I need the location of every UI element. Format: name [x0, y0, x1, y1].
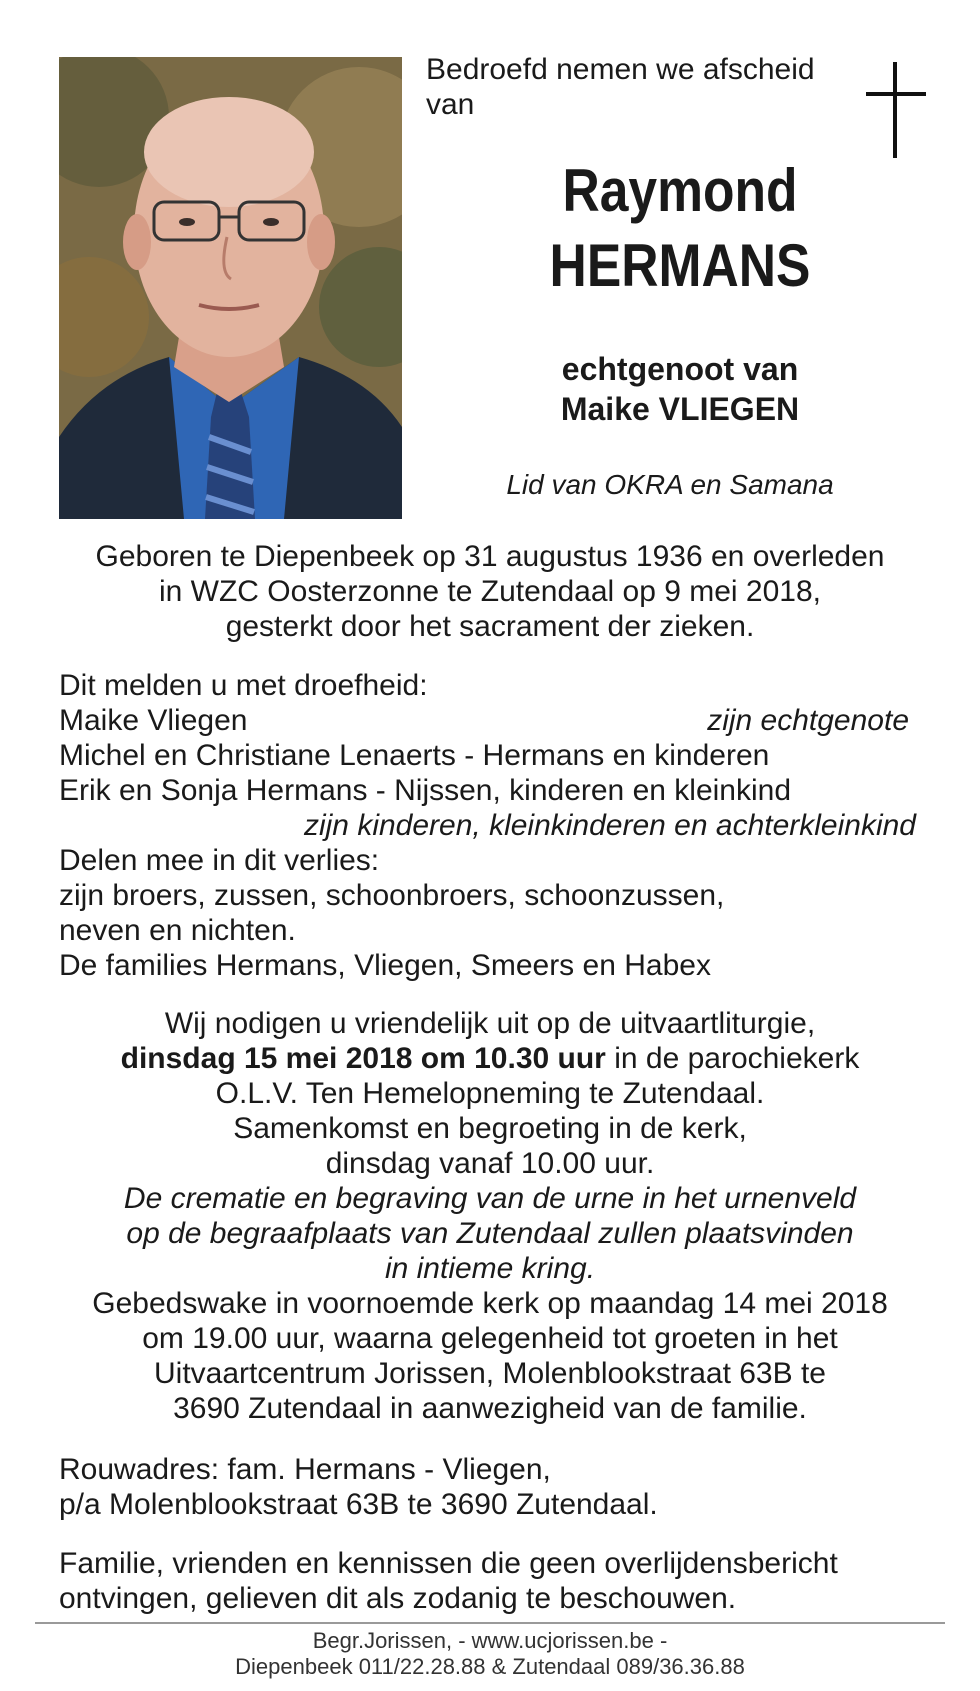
- funeral-line-4: Samenkomst en begroeting in de kerk,: [233, 1112, 747, 1145]
- footer-line-2: Diepenbeek 011/22.28.88 & Zutendaal 089/36.36.88: [235, 1654, 745, 1679]
- closing-line-1: Familie, vrienden en kennissen die geen overlijdensbericht: [59, 1547, 838, 1580]
- address-line-2: p/a Molenblookstraat 63B te 3690 Zutendaal.: [59, 1488, 658, 1521]
- cross-icon: [866, 62, 926, 158]
- birth-line-3: gesterkt door het sacrament der zieken.: [225, 610, 755, 643]
- share-line-3: De families Hermans, Vliegen, Smeers en Habex: [59, 949, 711, 982]
- closing-line-2: ontvingen, gelieven dit als zodanig te beschouwen.: [59, 1582, 737, 1615]
- membership: Lid van OKRA en Samana: [506, 469, 834, 500]
- family-spouse-role: zijn echtgenote: [707, 704, 909, 737]
- cremation-line-1: De crematie en begraving van de urne in het urnenveld: [123, 1182, 857, 1215]
- funeral-line-3: O.L.V. Ten Hemelopneming te Zutendaal.: [215, 1077, 765, 1110]
- funeral-line-1: Wij nodigen u vriendelijk uit op de uitvaartliturgie,: [164, 1007, 816, 1040]
- funeral-line-2: [40, 1041, 940, 1076]
- wake-line-2: om 19.00 uur, waarna gelegenheid tot groeten in het: [142, 1322, 838, 1355]
- birth-line-1: Geboren te Diepenbeek op 31 augustus 1936 en overleden: [95, 540, 885, 573]
- wake-line-1: Gebedswake in voornoemde kerk op maandag 14 mei 2018: [92, 1287, 888, 1320]
- last-name: HERMANS: [549, 232, 811, 299]
- family-child-1: Michel en Christiane Lenaerts - Hermans en kinderen: [59, 739, 770, 772]
- share-line-2: neven en nichten.: [59, 914, 296, 947]
- cremation-line-2: op de begraafplaats van Zutendaal zullen plaatsvinden: [126, 1217, 854, 1250]
- wake-line-3: Uitvaartcentrum Jorissen, Molenblookstraat 63B te: [154, 1357, 826, 1390]
- funeral-line-5: dinsdag vanaf 10.00 uur.: [325, 1147, 655, 1180]
- address-line-1: Rouwadres: fam. Hermans - Vliegen,: [59, 1453, 551, 1486]
- footer-divider: [35, 1622, 945, 1624]
- intro-text: Bedroefd nemen we afscheid van: [426, 53, 815, 121]
- family-children-role: zijn kinderen, kleinkinderen en achterkleinkind: [303, 809, 916, 842]
- spouse-label: echtgenoot van: [561, 351, 799, 387]
- wake-line-4: 3690 Zutendaal in aanwezigheid van de familie.: [173, 1392, 807, 1425]
- cremation-line-3: in intieme kring.: [384, 1252, 596, 1285]
- footer-line-1: Begr.Jorissen, - www.ucjorissen.be -: [312, 1628, 668, 1653]
- family-spouse-name: Maike Vliegen: [59, 704, 248, 737]
- first-name: Raymond: [562, 157, 798, 224]
- family-child-2: Erik en Sonja Hermans - Nijssen, kinderen en kleinkind: [59, 774, 792, 807]
- portrait-photo: [59, 57, 402, 519]
- announce-heading: Dit melden u met droefheid:: [59, 669, 428, 702]
- funeral-date: dinsdag 15 mei 2018 om 10.30 uur: [120, 1042, 606, 1075]
- share-heading: Delen mee in dit verlies:: [59, 844, 380, 877]
- birth-line-2: in WZC Oosterzonne te Zutendaal op 9 mei 2018,: [158, 575, 822, 608]
- spouse-name: Maike VLIEGEN: [560, 391, 800, 427]
- share-line-1: zijn broers, zussen, schoonbroers, schoonzussen,: [59, 879, 725, 912]
- funeral-church: in de parochiekerk: [605, 1042, 860, 1075]
